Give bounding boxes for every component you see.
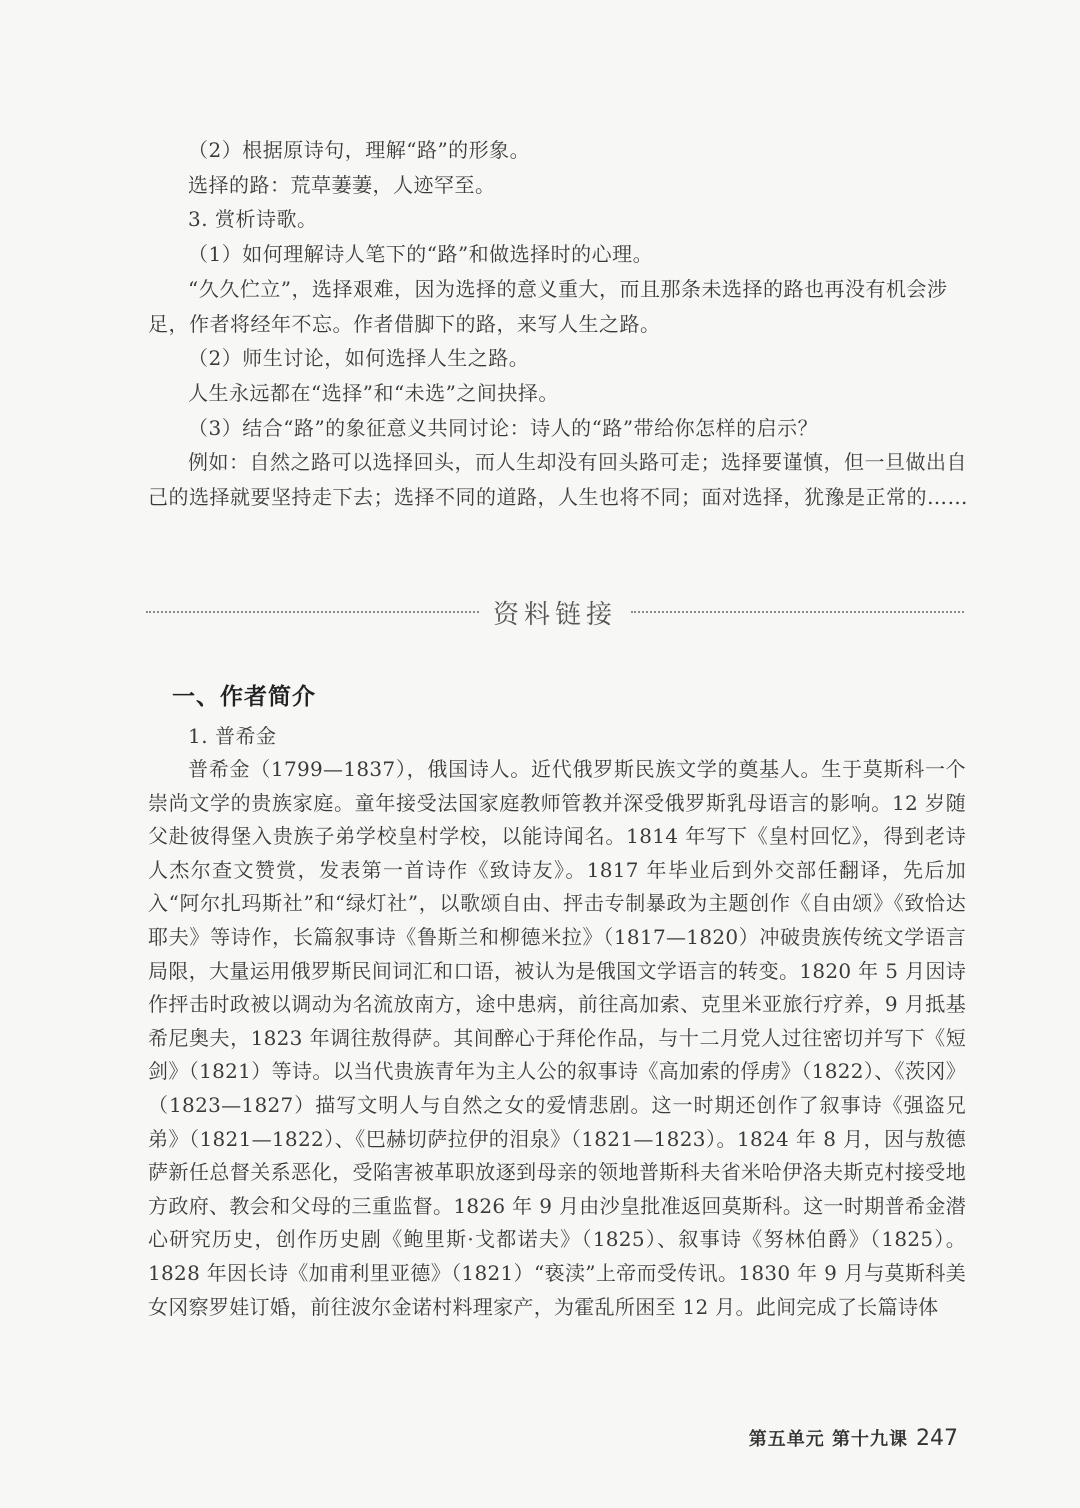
exercise-line: （1）如何理解诗人笔下的“路”和做选择时的心理。 [188,242,654,267]
dotted-rule-left [146,611,479,613]
exercise-line: 3. 赏析诗歌。 [188,207,318,232]
section-divider [146,590,964,634]
exercise-line: 选择的路：荒草萋萋，人迹罕至。 [188,172,496,197]
page-footer [749,1425,958,1451]
exercise-line: （3）结合“路”的象征意义共同讨论：诗人的“路”带给你怎样的启示？ [188,415,819,440]
subsection-heading: 1. 普希金 [188,724,277,748]
section-heading: 一、作者简介 [172,684,316,710]
exercise-line: 人生永远都在“选择”和“未选”之间抉择。 [188,380,559,405]
exercise-line: （2）师生讨论，如何选择人生之路。 [188,346,530,371]
exercise-line: （2）根据原诗句，理解“路”的形象。 [188,138,531,162]
unit-lesson-label: 第五单元 第十九课 [748,1429,908,1450]
exercise-paragraph: “久久伫立”，选择艰难，因为选择的意义重大，而且那条未选择的路也再没有机会涉足，作者将经年不忘。作者借脚下的路，来写人生之路。 [148,276,948,336]
exercise-paragraph: 例如：自然之路可以选择回头，而人生却没有回头路可走；选择要谨慎，但一旦做出自己的选择就要坚持走下去；选择不同的道路，人生也将不同；面对选择，犹豫是正常的…… [148,450,968,510]
biography-paragraph: 普希金（1799—1837），俄国诗人。近代俄罗斯民族文学的奠基人。生于莫斯科一个崇尚文学的贵族家庭。童年接受法国家庭教师管教并深受俄罗斯乳母语言的影响。12 岁随父赴彼得堡入贵族子弟学校皇村学校，以能诗闻名。1814 年写下《皇村回忆》，得到老诗人杰尔查文赞赏，发表第一首诗作《致诗友》。1817 年毕业后到外交部任翻译，先后加入“阿尔扎玛斯社”和“绿灯社”，以歌颂自由、抨击专制暴政为主题创作《自由颂》《致恰达耶夫》等诗作，长篇叙事诗《鲁斯兰和柳德米拉》（1817—1820）冲破贵族传统文学语言局限，大量运用俄罗斯民间词汇和口语，被认为是俄国文学语言的转变。1820 年 5 月因诗作抨击时政被以调动为名流放南方，途中患病，前往高加索、克里米亚旅行疗养，9 月抵基希尼奥夫，1823 年调往敖得萨。其间醉心于拜伦作品，与十二月党人过往密切并写下《短剑》（1821）等诗。以当代贵族青年为主人公的叙事诗《高加索的俘虏》（1822）、《茨冈》（1823—1827）描写文明人与自然之女的爱情悲剧。这一时期还创作了叙事诗《强盗兄弟》（1821—1822）、《巴赫切萨拉伊的泪泉》（1821—1823）。1824 年 8 月，因与敖德萨新任总督关系恶化，受陷害被革职放逐到母亲的领地普斯科夫省米哈伊洛夫斯克村接受地方政府、教会和父母的三重监督。1826 年 9 月由沙皇批准返回莫斯科。这一时期普希金潜心研究历史，创作历史剧《鲍里斯·戈都诺夫》（1825）、叙事诗《努林伯爵》（1825）。1828 年因长诗《加甫利里亚德》（1821）“亵渎”上帝而受传讯。1830 年 9 月与莫斯科美女冈察罗娃订婚，前往波尔金诺村料理家产，为霍乱所困至 12 月。此间完成了长篇诗体 [148,757,966,1319]
exercise-block [148,133,968,515]
dotted-rule-right [631,611,964,613]
page-number: 247 [916,1426,958,1451]
divider-title: 资料链接 [493,599,618,630]
